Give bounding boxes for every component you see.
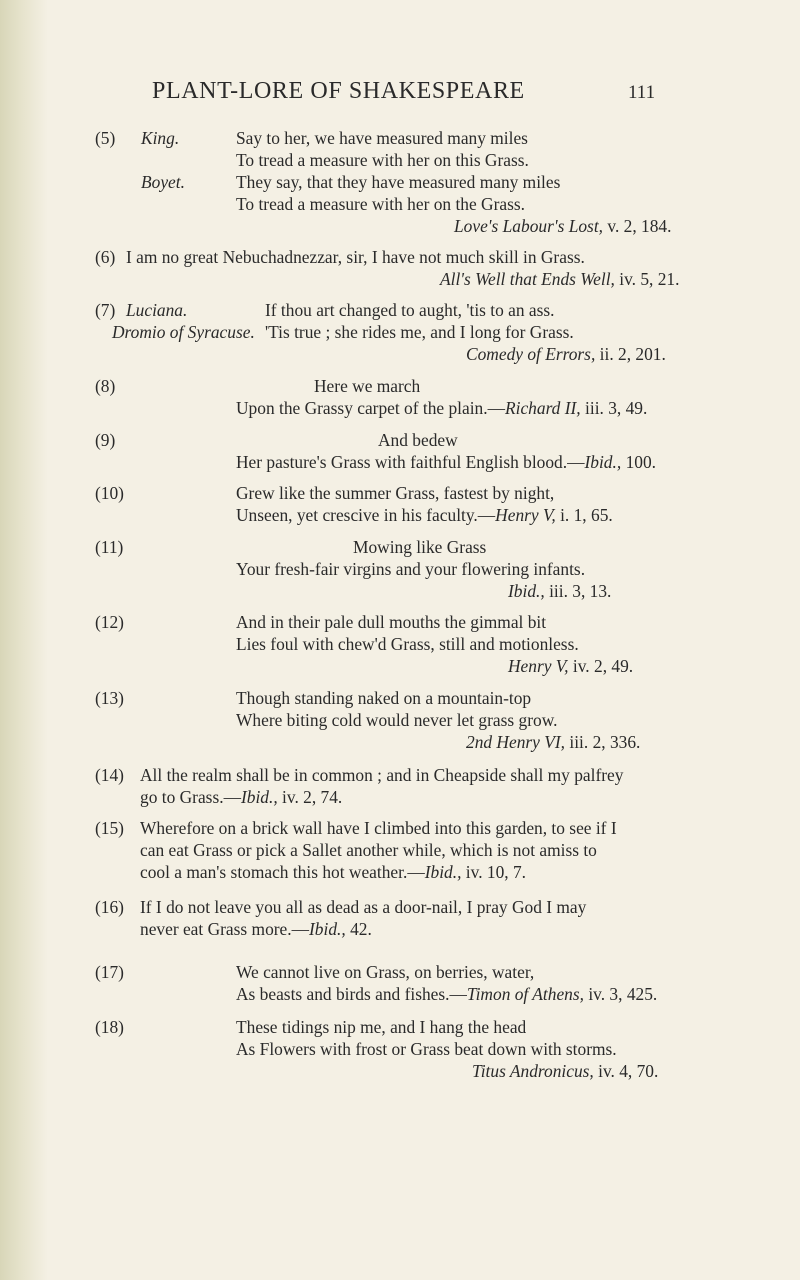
- citation-ref: 42.: [350, 919, 372, 939]
- citation-source: Ibid.,: [309, 919, 346, 939]
- citation-ref: iv. 2, 74.: [282, 787, 343, 807]
- citation-source: Ibid.,: [508, 581, 545, 601]
- verse-line: [236, 398, 647, 419]
- prose-line: If I do not leave you all as dead as a door-nail, I pray God I may: [140, 897, 587, 917]
- prose-line: [140, 787, 342, 808]
- citation: [440, 269, 679, 290]
- verse-line: Say to her, we have measured many miles: [236, 128, 528, 148]
- speaker: Luciana.: [126, 300, 188, 320]
- entry-number: (16): [95, 897, 124, 917]
- entry-number: (8): [95, 376, 116, 396]
- verse-text: Unseen, yet crescive in his faculty.—: [236, 505, 496, 525]
- prose-text: go to Grass.—: [140, 787, 241, 807]
- citation-source: Titus Andronicus,: [472, 1061, 594, 1081]
- citation-ref: 100.: [625, 452, 656, 472]
- speaker: Boyet.: [141, 172, 185, 192]
- verse-text: Her pasture's Grass with faithful English blood.—: [236, 452, 585, 472]
- entry-number: (6): [95, 247, 116, 267]
- speaker: King.: [141, 128, 180, 148]
- prose-line: [140, 919, 372, 940]
- citation-ref: iv. 5, 21.: [619, 269, 680, 289]
- citation-source: All's Well that Ends Well,: [440, 269, 615, 289]
- citation-source: Comedy of Errors,: [466, 344, 596, 364]
- entry-number: (14): [95, 765, 124, 785]
- entry-number: (15): [95, 818, 124, 838]
- entry-number: (5): [95, 128, 116, 148]
- prose-line: I am no great Nebuchadnezzar, sir, I have not much skill in Grass.: [126, 247, 585, 267]
- citation-source: Henry V,: [495, 505, 556, 525]
- citation-ref: iv. 10, 7.: [465, 862, 527, 882]
- citation-ref: iv. 4, 70.: [598, 1061, 659, 1081]
- verse-line: And bedew: [378, 430, 458, 450]
- prose-line: All the realm shall be in common ; and in Cheapside shall my palfrey: [140, 765, 624, 785]
- citation-source: Timon of Athens,: [466, 984, 584, 1004]
- verse-line: [236, 984, 657, 1005]
- verse-line: If thou art changed to aught, 'tis to an ass.: [265, 300, 555, 320]
- citation-ref: iv. 2, 49.: [572, 656, 634, 676]
- citation-ref: iv. 3, 425.: [588, 984, 658, 1004]
- citation: [466, 732, 640, 753]
- verse-line: And in their pale dull mouths the gimmal bit: [236, 612, 547, 632]
- citation: [466, 344, 666, 365]
- citation: [508, 656, 633, 677]
- verse-line: These tidings nip me, and I hang the head: [236, 1017, 527, 1037]
- citation: [472, 1061, 658, 1082]
- verse-line: Though standing naked on a mountain-top: [236, 688, 532, 708]
- prose-line: Wherefore on a brick wall have I climbed into this garden, to see if I: [140, 818, 617, 838]
- running-header: PLANT-LORE OF SHAKESPEARE: [152, 78, 525, 104]
- verse-line: To tread a measure with her on the Grass.: [236, 194, 526, 214]
- citation: [508, 581, 611, 602]
- verse-text: As beasts and birds and fishes.—: [236, 984, 467, 1004]
- citation-ref: iii. 3, 49.: [585, 398, 648, 418]
- citation-source: Ibid.,: [424, 862, 462, 882]
- citation-ref: v. 2, 184.: [607, 216, 672, 236]
- citation-source: Richard II,: [505, 398, 581, 418]
- verse-line: Where biting cold would never let grass grow.: [236, 710, 558, 730]
- entry-number: (7): [95, 300, 116, 320]
- citation-source: 2nd Henry VI,: [466, 732, 566, 752]
- citation-ref: i. 1, 65.: [560, 505, 613, 525]
- verse-line: 'Tis true ; she rides me, and I long for Grass.: [265, 322, 574, 342]
- verse-line: Lies foul with chew'd Grass, still and motionless.: [236, 634, 579, 654]
- citation-source: Love's Labour's Lost,: [454, 216, 604, 236]
- citation: [454, 216, 671, 237]
- entry-number: (18): [95, 1017, 124, 1037]
- entry-number: (11): [95, 537, 124, 557]
- citation-source: Ibid.,: [240, 787, 278, 807]
- citation-source: Ibid.,: [584, 452, 622, 472]
- verse-text: Upon the Grassy carpet of the plain.—: [236, 398, 505, 418]
- entry-number: (17): [95, 962, 124, 982]
- verse-line: Your fresh-fair virgins and your flowering infants.: [236, 559, 586, 579]
- verse-line: We cannot live on Grass, on berries, water,: [236, 962, 535, 982]
- verse-line: To tread a measure with her on this Grass.: [236, 150, 529, 170]
- verse-line: Grew like the summer Grass, fastest by night,: [236, 483, 555, 503]
- citation-ref: iii. 2, 336.: [569, 732, 641, 752]
- entry-number: (13): [95, 688, 124, 708]
- prose-text: never eat Grass more.—: [140, 919, 310, 939]
- prose-line: can eat Grass or pick a Sallet another while, which is not amiss to: [140, 840, 597, 860]
- verse-line: They say, that they have measured many miles: [236, 172, 561, 192]
- verse-line: [236, 505, 613, 526]
- speaker: Dromio of Syracuse.: [112, 322, 255, 342]
- citation-source: Henry V,: [508, 656, 569, 676]
- verse-line: Here we march: [314, 376, 421, 396]
- verse-line: Mowing like Grass: [353, 537, 487, 557]
- entry-number: (10): [95, 483, 124, 503]
- entry-number: (12): [95, 612, 124, 632]
- citation-ref: iii. 3, 13.: [549, 581, 612, 601]
- prose-text: cool a man's stomach this hot weather.—: [140, 862, 425, 882]
- entry-number: (9): [95, 430, 116, 450]
- citation-ref: ii. 2, 201.: [599, 344, 666, 364]
- verse-line: [236, 452, 656, 473]
- page-number: 111: [628, 82, 656, 103]
- prose-line: [140, 862, 526, 883]
- verse-line: As Flowers with frost or Grass beat down with storms.: [236, 1039, 617, 1059]
